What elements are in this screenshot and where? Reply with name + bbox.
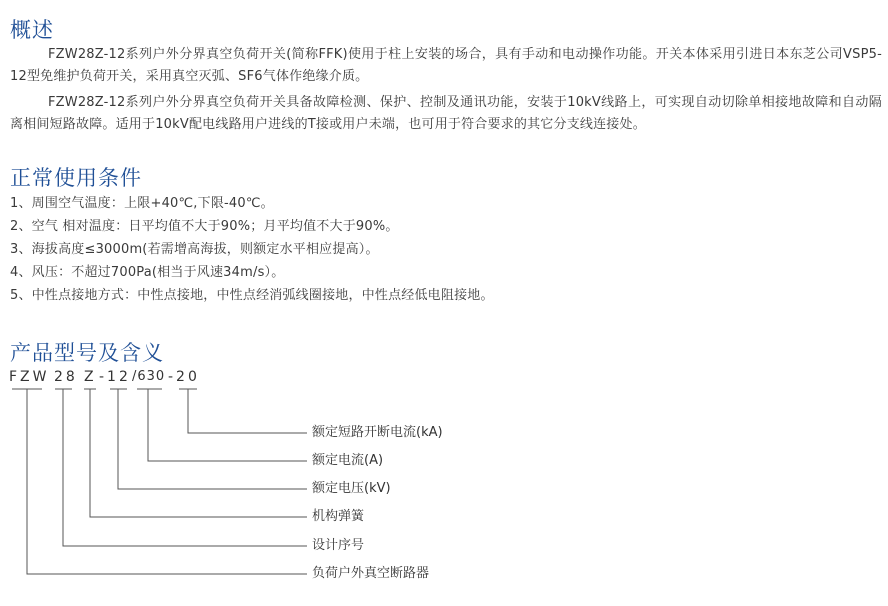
condition-item-1: 1、周围空气温度：上限+40℃,下限-40℃。	[10, 196, 274, 211]
model-segment-20: -20	[168, 369, 200, 385]
leader-rated-current	[148, 389, 307, 461]
model-segment-fzw: FZW	[9, 369, 50, 385]
overview-paragraph-2: FZW28Z-12系列户外分界真空负荷开关具备故障检测、保护、控制及通讯功能，安装于10kV线路上，可实现自动切除单相接地故障和自动隔离相间短路故障。适用于10kV配电线路用户进线的T接或用户未端，也可用于符合要求的其它分支线连接处。	[10, 95, 882, 132]
model-title: 产品型号及含义	[10, 341, 164, 365]
meaning-rated-current: 额定电流(A)	[312, 453, 384, 468]
meaning-spring-mechanism: 机构弹簧	[312, 509, 365, 524]
condition-item-3: 3、海拔高度≤3000m(若需增高海拔，则额定水平相应提高）。	[10, 242, 379, 257]
condition-item-5: 5、中性点接地方式：中性点接地，中性点经消弧线圈接地，中性点经低电阻接地。	[10, 288, 494, 303]
overview-paragraph-1: FZW28Z-12系列户外分界真空负荷开关(简称FFK)使用于柱上安装的场合，具有手动和电动操作功能。开关本体采用引进日本东芝公司VSP5-12型免维护负荷开关，采用真空灭弧、SF6气体作绝缘介质。	[10, 47, 882, 84]
model-segment-12: -12	[99, 369, 131, 385]
leader-spring-mechanism	[90, 389, 307, 517]
meaning-short-circuit-current: 额定短路开断电流(kA)	[312, 425, 443, 440]
condition-item-2: 2、空气 相对温度：日平均值不大于90%；月平均值不大于90%。	[10, 219, 399, 234]
leader-design-number	[63, 389, 307, 546]
model-segment-630: /630	[132, 369, 166, 384]
meaning-design-number: 设计序号	[312, 538, 365, 553]
meaning-rated-voltage: 额定电压(kV)	[312, 481, 391, 496]
model-segment-z: Z	[84, 369, 97, 385]
leader-short-circuit-current	[188, 389, 307, 433]
conditions-title: 正常使用条件	[10, 166, 142, 190]
overview-title: 概述	[10, 18, 54, 42]
meaning-vacuum-breaker: 负荷户外真空断路器	[312, 566, 430, 581]
condition-item-4: 4、风压：不超过700Pa(相当于风速34m/s）。	[10, 265, 285, 280]
leader-rated-voltage	[118, 389, 307, 489]
model-segment-28: 28	[54, 369, 78, 385]
